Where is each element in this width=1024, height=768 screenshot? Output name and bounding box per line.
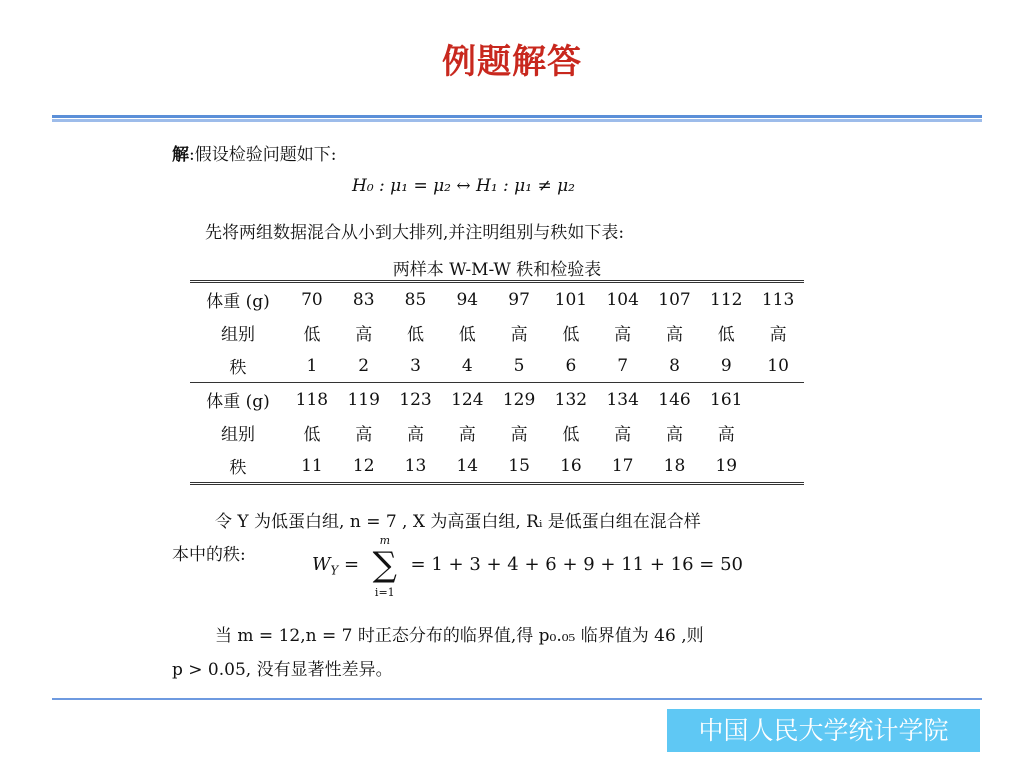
sum-eq: = — [343, 554, 360, 575]
solution-intro: :假设检验问题如下: — [189, 145, 337, 165]
rank-sum-formula — [312, 534, 743, 608]
row-header-cell: 秩 — [229, 358, 247, 378]
table-row — [190, 349, 804, 383]
table-cell: 113 — [752, 282, 804, 317]
table-cell: 16 — [545, 449, 597, 484]
footer-divider — [52, 698, 982, 700]
table-cell: 高 — [510, 425, 528, 445]
table-cell: 129 — [493, 383, 545, 417]
table-cell: 107 — [649, 282, 701, 317]
table-cell: 高 — [406, 425, 424, 445]
table-row — [190, 282, 804, 317]
definition-line-2: 本中的秩: — [172, 545, 246, 565]
sum-lhs: W — [312, 554, 331, 575]
table-cell: 高 — [510, 325, 528, 345]
rank-sum-table — [190, 280, 804, 485]
table-cell: 8 — [669, 355, 680, 376]
table-cell: 高 — [717, 425, 735, 445]
solution-label: 解 — [172, 145, 189, 165]
table-row — [190, 316, 804, 349]
table-cell: 70 — [286, 282, 338, 317]
table-cell: 161 — [700, 383, 752, 417]
table-cell: 94 — [441, 282, 493, 317]
table-cell: 5 — [513, 355, 525, 376]
row-header-cell: 体重 (g) — [190, 282, 286, 317]
table-cell: 83 — [338, 282, 390, 317]
table-cell: 1 — [306, 355, 318, 376]
header-divider — [52, 115, 982, 122]
slide-title: 例题解答 — [442, 42, 582, 82]
table-cell: 7 — [617, 355, 629, 376]
table-cell: 高 — [769, 325, 787, 345]
table-cell: 132 — [545, 383, 597, 417]
table-cell: 低 — [303, 325, 321, 345]
table-cell: 低 — [562, 425, 580, 445]
table-cell — [752, 416, 804, 449]
footer-banner: 中国人民大学统计学院 — [667, 709, 980, 752]
table-cell: 18 — [649, 449, 701, 484]
table-cell: 112 — [700, 282, 752, 317]
solution-intro-line — [172, 140, 336, 165]
table-cell: 低 — [406, 325, 424, 345]
table-cell: 9 — [720, 355, 732, 376]
sum-lower-limit: i=1 — [374, 586, 395, 599]
row-header-cell: 秩 — [190, 449, 286, 484]
table-cell: 高 — [665, 425, 683, 445]
table-cell: 13 — [390, 449, 442, 484]
row-header-cell: 组别 — [221, 425, 255, 445]
table-cell: 高 — [614, 425, 632, 445]
table-cell: 低 — [458, 325, 476, 345]
table-cell: 2 — [358, 355, 370, 376]
table-cell: 14 — [441, 449, 493, 484]
table-cell: 97 — [493, 282, 545, 317]
table-cell: 104 — [597, 282, 649, 317]
table-row — [190, 416, 804, 449]
table-cell: 高 — [355, 425, 373, 445]
table-cell — [752, 449, 804, 484]
table-cell: 19 — [700, 449, 752, 484]
row-header-cell: 组别 — [221, 325, 255, 345]
hypothesis-formula: H₀ : μ₁ = μ₂ ↔ H₁ : μ₁ ≠ μ₂ — [352, 176, 575, 196]
table-row — [190, 383, 804, 417]
table-cell: 15 — [493, 449, 545, 484]
sigma-symbol: m ∑ i=1 — [365, 548, 405, 582]
table-cell: 3 — [410, 355, 421, 376]
table-cell: 低 — [562, 325, 580, 345]
table-title: 两样本 W-M-W 秩和检验表 — [392, 260, 602, 280]
table-cell: 146 — [649, 383, 701, 417]
sum-rhs: = 1 + 3 + 4 + 6 + 9 + 11 + 16 = 50 — [410, 554, 743, 575]
table-cell: 高 — [614, 325, 632, 345]
table-cell: 118 — [286, 383, 338, 417]
conclusion-line-2: p > 0.05, 没有显著性差异。 — [172, 660, 393, 680]
table-cell: 低 — [717, 325, 735, 345]
sort-instruction: 先将两组数据混合从小到大排列,并注明组别与秩如下表: — [205, 223, 625, 243]
sum-lhs-sub: Y — [330, 563, 339, 578]
table-cell: 101 — [545, 282, 597, 317]
table-cell: 119 — [338, 383, 390, 417]
table-cell: 12 — [338, 449, 390, 484]
table-row — [190, 449, 804, 484]
sum-upper-limit: m — [379, 534, 391, 547]
table-cell: 高 — [665, 325, 683, 345]
table-cell: 123 — [390, 383, 442, 417]
table-cell: 6 — [565, 355, 577, 376]
table-cell: 低 — [303, 425, 321, 445]
table-cell: 124 — [441, 383, 493, 417]
row-header-cell: 体重 (g) — [190, 383, 286, 417]
conclusion-line-1: 当 m = 12,n = 7 时正态分布的临界值,得 p₀.₀₅ 临界值为 46 ,则 — [215, 626, 704, 646]
table-cell: 10 — [767, 355, 789, 376]
table-cell: 17 — [597, 449, 649, 484]
table-cell: 高 — [458, 425, 476, 445]
table-cell: 85 — [390, 282, 442, 317]
table-cell: 4 — [461, 355, 473, 376]
table-cell: 134 — [597, 383, 649, 417]
table-cell — [752, 383, 804, 417]
table-cell: 11 — [286, 449, 338, 484]
definition-line-1: 令 Y 为低蛋白组, n = 7 , X 为高蛋白组, Rᵢ 是低蛋白组在混合样 — [215, 512, 701, 532]
table-cell: 高 — [355, 325, 373, 345]
